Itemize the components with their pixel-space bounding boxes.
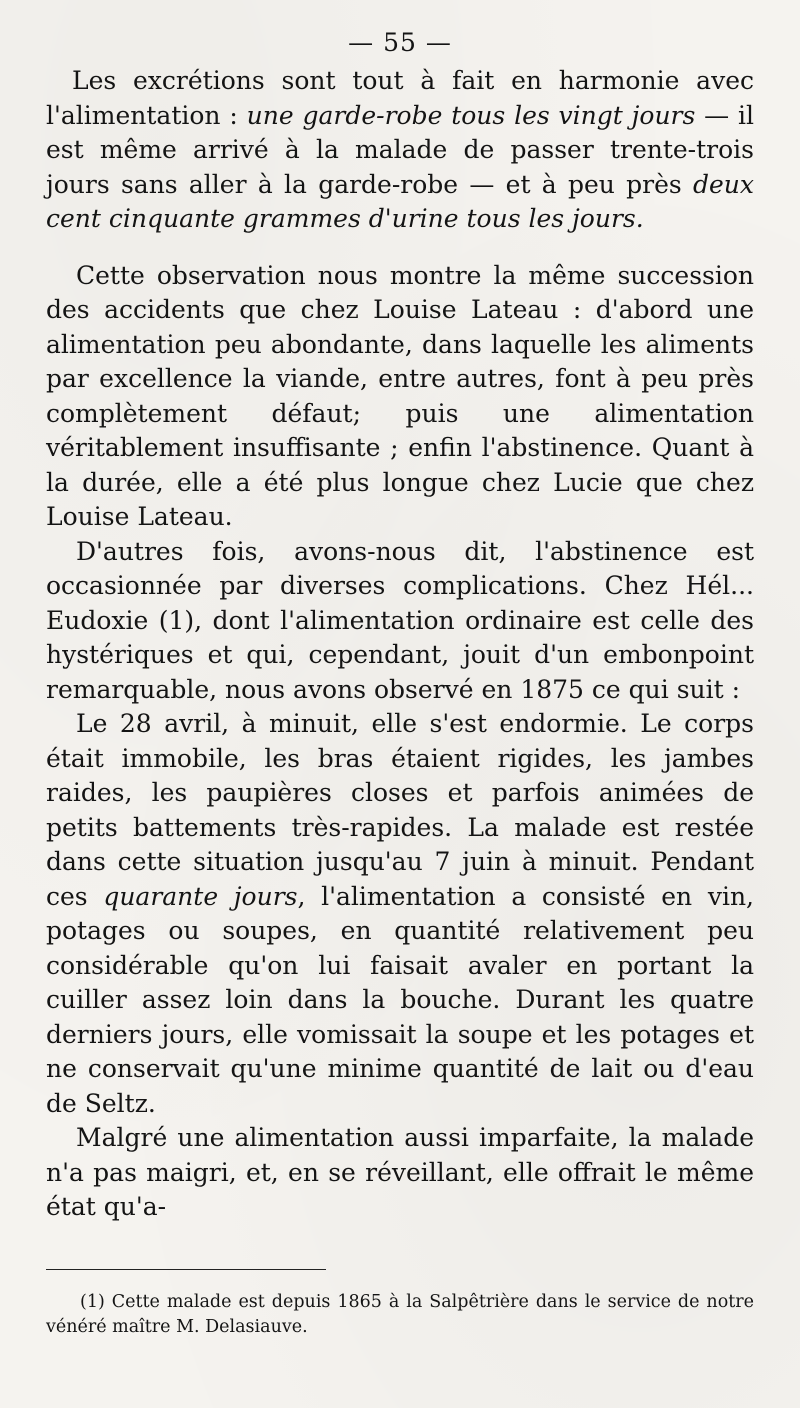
footnote-rule xyxy=(46,1269,326,1270)
paragraph-1-italic-a: une garde-robe tous les vingt jours xyxy=(246,100,696,130)
page-number: — 55 — xyxy=(348,28,452,57)
paragraph-4-text-b: , l'alimentation a consisté en vin, potages ou soupes, en quantité relativement peu considérable qu'on lui faisait avaler en portant la cuiller assez loin dans la bouche. Durant les quatre derniers jours, elle vomissait la soupe et les potages et ne conservait qu'une minime quantité de lait ou d'eau de Seltz. xyxy=(46,881,754,1118)
paragraph-1-text-a: Les excrétions sont tout à fait en harmonie avec l'alimentation : xyxy=(46,66,754,130)
paragraph-4 xyxy=(46,707,754,1121)
paragraph-4-italic: quarante jours xyxy=(103,881,298,911)
paragraph-4-text-a: Le 28 avril, à minuit, elle s'est endormie. Le corps était immobile, les bras étaient rigides, les jambes raides, les paupières closes et parfois animées de petits battements très-rapides. La malade est restée dans cette situation jusqu'au 7 juin à minuit. Pendant ces xyxy=(46,709,754,911)
paragraph-2-text: Cette observation nous montre la même succession des accidents que chez Louise Lateau : d'abord une alimentation peu abondante, dans laquelle les aliments par excellence la viande, entre autres, font à peu près complètement défaut; puis une alimentation véritablement insuffisante ; enfin l'abstinence. Quant à la durée, elle a été plus longue chez Lucie que chez Louise Lateau. xyxy=(46,260,754,531)
paragraph-3 xyxy=(46,535,754,708)
paragraph-3-text: D'autres fois, avons-nous dit, l'abstinence est occasionnée par diverses complications. Chez Hél... Eudoxie (1), dont l'alimentation ordinaire est celle des hystériques et qui, cependant, jouit d'un embonpoint remarquable, nous avons observé en 1875 ce qui suit : xyxy=(46,536,754,704)
paragraph-2 xyxy=(46,259,754,535)
paragraph-1-text-b: — il est même arrivé à la malade de passer trente-trois jours sans aller à la garde-robe — et à peu près xyxy=(46,100,754,199)
paragraph-1-italic-b: deux cent cinquante grammes d'urine tous les jours. xyxy=(46,169,754,233)
paragraph-5-text: Malgré une alimentation aussi imparfaite, la malade n'a pas maigri, et, en se réveillant, elle offrait le même état qu'a- xyxy=(46,1123,754,1221)
body-text xyxy=(46,64,754,1225)
footnote: (1) Cette malade est depuis 1865 à la Salpêtrière dans le service de notre vénéré maître M. Delasiauve. xyxy=(46,1291,754,1337)
paragraph-5 xyxy=(46,1121,754,1225)
paragraph-1 xyxy=(46,64,754,237)
